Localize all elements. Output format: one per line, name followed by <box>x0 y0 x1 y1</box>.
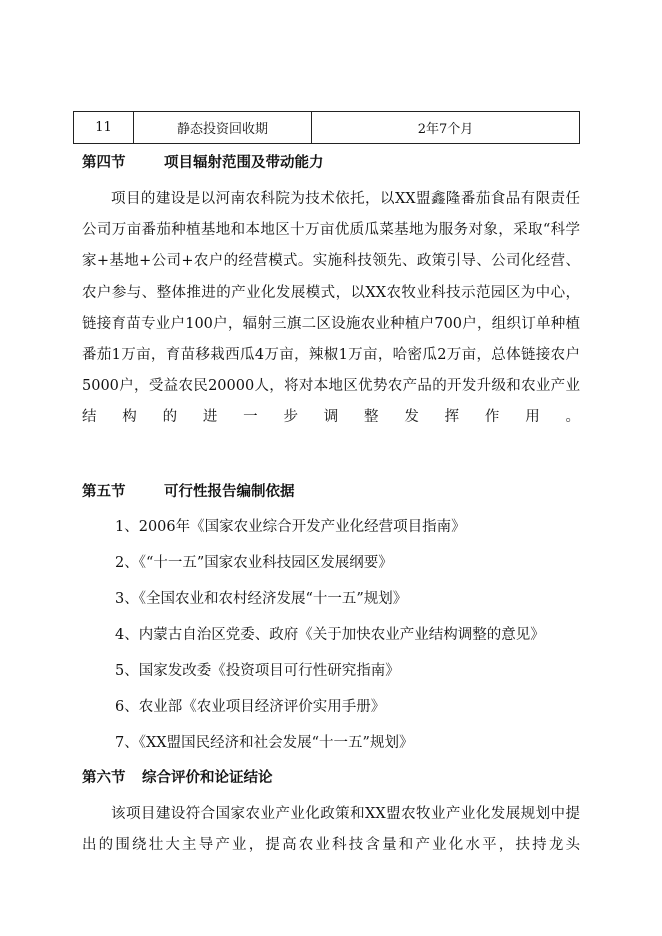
row-item-cell: 静态投资回收期 <box>134 112 312 144</box>
section-6-number: 第六节 <box>82 770 126 786</box>
row-value-cell: 2年7个月 <box>312 112 580 144</box>
reference-item-5: 5、国家发改委《投资项目可行性研究指南》 <box>115 663 400 679</box>
section-5-number: 第五节 <box>82 484 126 500</box>
section-4-heading <box>82 151 324 172</box>
reference-item-1: 1、2006年《国家农业综合开发产业化经营项目指南》 <box>115 519 466 535</box>
table-row <box>74 112 580 144</box>
section-6-paragraph: 该项目建设符合国家农业产业化政策和XX盟农牧业产业化发展规划中提出的围绕壮大主导产业，提高农业科技含量和产业化水平，扶持龙头 <box>82 806 580 854</box>
reference-item-4: 4、内蒙古自治区党委、政府《关于加快农业产业结构调整的意见》 <box>115 627 545 643</box>
section-4-number: 第四节 <box>82 155 126 171</box>
reference-item-7: 7、《XX盟国民经济和社会发展“十一五”规划》 <box>115 735 414 751</box>
section-6-title: 综合评价和论证结论 <box>142 770 273 786</box>
reference-item-6: 6、农业部《农业项目经济评价实用手册》 <box>115 699 386 715</box>
reference-item-3: 3、《全国农业和农村经济发展“十一五”规划》 <box>115 591 408 607</box>
section-6-heading <box>82 766 273 787</box>
section-5-title: 可行性报告编制依据 <box>164 484 295 500</box>
reference-item-2: 2、《“十一五”国家农业科技园区发展纲要》 <box>115 555 393 571</box>
row-index-cell: 11 <box>74 112 134 144</box>
section-4-paragraph: 项目的建设是以河南农科院为技术依托，以XX盟鑫隆番茄食品有限责任公司万亩番茄种植基地和本地区十万亩优质瓜菜基地为服务对象，采取“科学家+基地+公司+农户的经营模式。实施科技领先、政策引导、公司化经营、农户参与、整体推进的产业化发展模式，以XX农牧业科技示范园区为中心，链接育苗专业户100户，辐射三旗二区设施农业种植户700户，组织订单种植番茄1万亩，育苗移栽西瓜4万亩，辣椒1万亩，哈密瓜2万亩，总体链接农户5000户，受益农民20000人，将对本地区优势农产品的开发升级和农业产业结构的进一步调整发挥作用。 <box>82 191 580 426</box>
section-4-title: 项目辐射范围及带动能力 <box>164 155 324 171</box>
section-5-heading <box>82 480 295 501</box>
data-table <box>73 111 580 144</box>
